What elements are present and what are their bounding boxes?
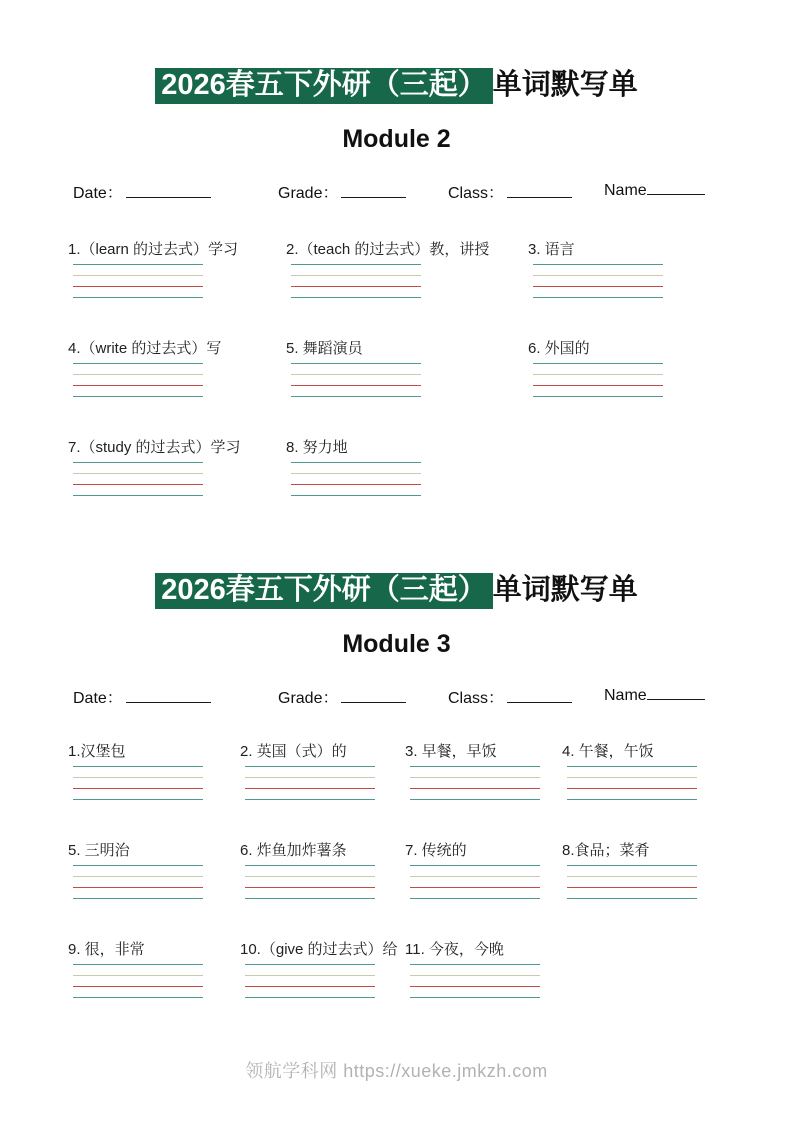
writing-line-top [567, 766, 697, 767]
writing-line-red [410, 986, 540, 987]
writing-line-red [245, 887, 375, 888]
writing-line-top [410, 865, 540, 866]
writing-lines [291, 264, 421, 298]
writing-line-mid [533, 374, 663, 375]
item-label: 7.（study 的过去式）学习 [68, 439, 241, 456]
item-label: 8. 努力地 [286, 439, 348, 456]
writing-line-mid [73, 777, 203, 778]
writing-line-red [73, 887, 203, 888]
writing-line-mid [73, 876, 203, 877]
module-title: Module 2 [342, 125, 451, 153]
word-item [286, 438, 421, 496]
writing-line-top [245, 865, 375, 866]
writing-line-top [291, 363, 421, 364]
name-field [604, 685, 705, 705]
grade-blank [341, 183, 406, 198]
writing-line-mid [410, 777, 540, 778]
writing-line-red [73, 788, 203, 789]
writing-line-mid [245, 876, 375, 877]
writing-lines [245, 964, 375, 998]
class-field [448, 685, 572, 708]
class-label: Class： [448, 185, 505, 202]
grade-label: Grade： [278, 690, 339, 707]
writing-line-red [245, 986, 375, 987]
writing-line-mid [567, 777, 697, 778]
word-item [405, 841, 540, 899]
word-item [286, 339, 421, 397]
writing-line-mid [73, 975, 203, 976]
title-highlight: 2026春五下外研（三起） [155, 68, 493, 104]
writing-line-top [73, 964, 203, 965]
writing-line-bottom [410, 997, 540, 998]
writing-line-bottom [567, 898, 697, 899]
writing-line-bottom [533, 297, 663, 298]
writing-lines [567, 766, 697, 800]
word-item [562, 742, 697, 800]
item-label: 9. 很，非常 [68, 941, 145, 958]
writing-line-red [533, 385, 663, 386]
writing-line-bottom [291, 396, 421, 397]
writing-line-mid [533, 275, 663, 276]
writing-line-red [291, 484, 421, 485]
writing-line-mid [245, 975, 375, 976]
writing-lines [410, 964, 540, 998]
writing-line-top [245, 964, 375, 965]
date-field [73, 180, 211, 203]
writing-line-mid [73, 473, 203, 474]
writing-line-red [73, 484, 203, 485]
title-rest: 单词默写单 [492, 574, 638, 606]
class-field [448, 180, 572, 203]
writing-line-top [410, 766, 540, 767]
writing-line-mid [291, 275, 421, 276]
word-item [240, 742, 375, 800]
writing-lines [245, 865, 375, 899]
writing-line-bottom [291, 495, 421, 496]
item-label: 10.（give 的过去式）给 [240, 941, 398, 958]
module-2-sheet [0, 65, 793, 505]
writing-line-bottom [410, 898, 540, 899]
class-blank [507, 688, 572, 703]
item-label: 3. 语言 [528, 241, 575, 258]
writing-line-red [73, 986, 203, 987]
word-item [405, 742, 540, 800]
date-label: Date： [73, 185, 123, 202]
date-label: Date： [73, 690, 123, 707]
word-item [528, 240, 663, 298]
item-label: 2. 英国（式）的 [240, 743, 347, 760]
name-field [604, 180, 705, 200]
writing-lines [73, 865, 203, 899]
word-item [528, 339, 663, 397]
writing-line-bottom [410, 799, 540, 800]
item-label: 1.（learn 的过去式）学习 [68, 241, 239, 258]
item-label: 4.（write 的过去式）写 [68, 340, 222, 357]
word-item [240, 940, 398, 998]
name-blank [647, 685, 705, 700]
date-blank [126, 688, 211, 703]
word-item [562, 841, 697, 899]
writing-line-red [291, 385, 421, 386]
writing-lines [291, 462, 421, 496]
grade-field [278, 685, 406, 708]
writing-line-red [567, 788, 697, 789]
writing-lines [533, 363, 663, 397]
writing-line-top [73, 264, 203, 265]
writing-line-bottom [73, 997, 203, 998]
writing-line-red [73, 385, 203, 386]
writing-line-mid [291, 374, 421, 375]
writing-line-top [73, 766, 203, 767]
writing-lines [567, 865, 697, 899]
word-item [68, 841, 203, 899]
grade-blank [341, 688, 406, 703]
word-item [68, 742, 203, 800]
title-highlight: 2026春五下外研（三起） [155, 573, 493, 609]
writing-line-red [291, 286, 421, 287]
writing-line-bottom [291, 297, 421, 298]
date-blank [126, 183, 211, 198]
writing-line-bottom [73, 799, 203, 800]
writing-line-top [533, 363, 663, 364]
writing-lines [410, 766, 540, 800]
writing-line-bottom [245, 898, 375, 899]
writing-lines [291, 363, 421, 397]
word-item [286, 240, 489, 298]
writing-line-top [73, 462, 203, 463]
sheet-title [0, 570, 793, 610]
writing-line-red [410, 788, 540, 789]
item-label: 1.汉堡包 [68, 743, 126, 760]
item-label: 8.食品；菜肴 [562, 842, 650, 859]
writing-line-red [533, 286, 663, 287]
writing-line-bottom [245, 799, 375, 800]
writing-lines [73, 964, 203, 998]
class-label: Class： [448, 690, 505, 707]
module-3-sheet [0, 570, 793, 1010]
writing-line-red [245, 788, 375, 789]
writing-line-bottom [245, 997, 375, 998]
word-item [68, 240, 238, 298]
watermark-footer: 领航学科网 https://xueke.jmkzh.com [245, 1061, 548, 1081]
module-title: Module 3 [342, 630, 451, 658]
item-label: 4. 午餐，午饭 [562, 743, 654, 760]
writing-line-mid [245, 777, 375, 778]
writing-line-mid [410, 876, 540, 877]
writing-line-mid [567, 876, 697, 877]
writing-line-mid [291, 473, 421, 474]
sheet-title [0, 65, 793, 105]
word-item [68, 438, 241, 496]
word-item [405, 940, 540, 998]
item-label: 5. 舞蹈演员 [286, 340, 363, 357]
writing-line-red [73, 286, 203, 287]
writing-line-bottom [73, 396, 203, 397]
writing-line-mid [73, 374, 203, 375]
class-blank [507, 183, 572, 198]
writing-line-bottom [533, 396, 663, 397]
writing-lines [533, 264, 663, 298]
writing-lines [245, 766, 375, 800]
writing-line-bottom [73, 495, 203, 496]
grade-label: Grade： [278, 185, 339, 202]
writing-line-red [567, 887, 697, 888]
item-label: 6. 外国的 [528, 340, 590, 357]
writing-lines [73, 766, 203, 800]
item-label: 3. 早餐，早饭 [405, 743, 497, 760]
writing-line-mid [410, 975, 540, 976]
title-rest: 单词默写单 [492, 69, 638, 101]
writing-lines [73, 264, 203, 298]
name-blank [647, 180, 705, 195]
grade-field [278, 180, 406, 203]
writing-line-bottom [73, 898, 203, 899]
writing-line-top [291, 462, 421, 463]
word-item [68, 940, 203, 998]
writing-line-red [410, 887, 540, 888]
word-item [240, 841, 375, 899]
writing-line-top [245, 766, 375, 767]
writing-lines [410, 865, 540, 899]
meta-row [0, 180, 793, 204]
writing-line-top [567, 865, 697, 866]
item-label: 7. 传统的 [405, 842, 467, 859]
item-label: 2.（teach 的过去式）教，讲授 [286, 241, 490, 258]
writing-line-top [73, 865, 203, 866]
writing-line-bottom [567, 799, 697, 800]
writing-lines [73, 363, 203, 397]
writing-line-top [291, 264, 421, 265]
word-item [68, 339, 221, 397]
writing-line-top [73, 363, 203, 364]
writing-line-bottom [73, 297, 203, 298]
date-field [73, 685, 211, 708]
writing-line-top [533, 264, 663, 265]
writing-line-mid [73, 275, 203, 276]
item-label: 5. 三明治 [68, 842, 130, 859]
item-label: 11. 今夜，今晚 [405, 941, 504, 958]
item-label: 6. 炸鱼加炸薯条 [240, 842, 347, 859]
name-label: Name [604, 182, 647, 199]
writing-line-top [410, 964, 540, 965]
meta-row [0, 685, 793, 709]
writing-lines [73, 462, 203, 496]
name-label: Name [604, 687, 647, 704]
